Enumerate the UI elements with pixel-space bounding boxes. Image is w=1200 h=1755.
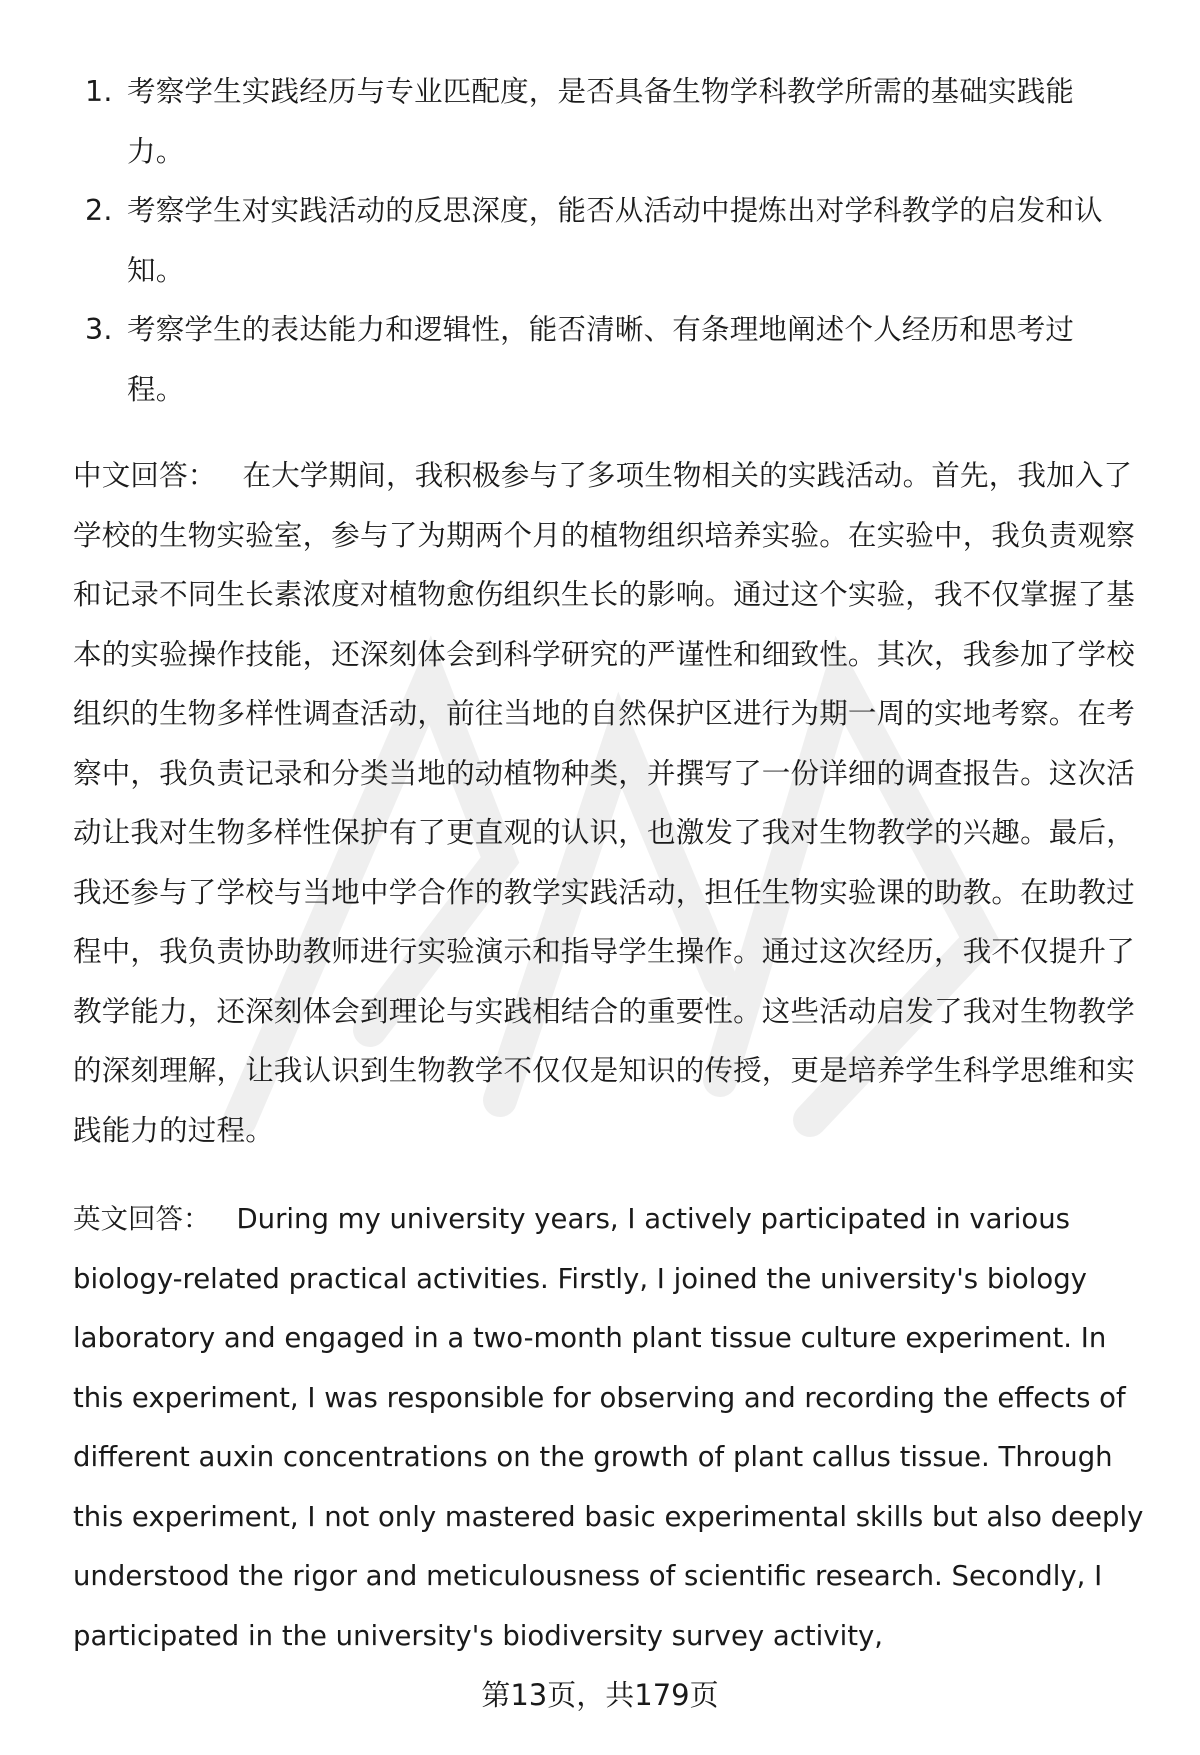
criteria-number: 1.	[85, 75, 113, 108]
english-answer-label: 英文回答：	[73, 1203, 211, 1235]
chinese-answer-label: 中文回答：	[73, 459, 217, 492]
evaluation-criteria-list	[0, 62, 1200, 419]
english-answer-paragraph	[73, 1190, 1153, 1666]
criteria-item	[0, 181, 1200, 300]
criteria-text: 考察学生对实践活动的反思深度，能否从活动中提炼出对学科教学的启发和认知。	[127, 194, 1103, 287]
page-number-footer: 第13页，共179页	[481, 1678, 719, 1712]
criteria-item	[0, 62, 1200, 181]
english-answer-text: During my university years, I actively participated in various biology-related practical activities. Firstly, I joined the university's biology laboratory and engaged in a two-month plant tissue culture experiment. In this experiment, I was responsible for observing and recording the effects of different auxin concentrations on the growth of plant callus tissue. Through this experiment, I not only mastered basic experimental skills but also deeply understood the rigor and meticulousness of scientific research. Secondly, I participated in the university's biodiversity survey activity,	[73, 1203, 1144, 1652]
criteria-number: 2.	[85, 194, 113, 227]
criteria-text: 考察学生的表达能力和逻辑性，能否清晰、有条理地阐述个人经历和思考过程。	[127, 313, 1075, 406]
criteria-item	[0, 300, 1200, 419]
chinese-answer-paragraph	[73, 446, 1153, 1160]
criteria-number: 3.	[85, 313, 113, 346]
chinese-answer-text: 在大学期间，我积极参与了多项生物相关的实践活动。首先，我加入了学校的生物实验室，参与了为期两个月的植物组织培养实验。在实验中，我负责观察和记录不同生长素浓度对植物愈伤组织生长的影响。通过这个实验，我不仅掌握了基本的实验操作技能，还深刻体会到科学研究的严谨性和细致性。其次，我参加了学校组织的生物多样性调查活动，前往当地的自然保护区进行为期一周的实地考察。在考察中，我负责记录和分类当地的动植物种类，并撰写了一份详细的调查报告。这次活动让我对生物多样性保护有了更直观的认识，也激发了我对生物教学的兴趣。最后，我还参与了学校与当地中学合作的教学实践活动，担任生物实验课的助教。在助教过程中，我负责协助教师进行实验演示和指导学生操作。通过这次经历，我不仅提升了教学能力，还深刻体会到理论与实践相结合的重要性。这些活动启发了我对生物教学的深刻理解，让我认识到生物教学不仅仅是知识的传授，更是培养学生科学思维和实践能力的过程。	[73, 459, 1135, 1147]
criteria-text: 考察学生实践经历与专业匹配度，是否具备生物学科教学所需的基础实践能力。	[127, 75, 1075, 168]
